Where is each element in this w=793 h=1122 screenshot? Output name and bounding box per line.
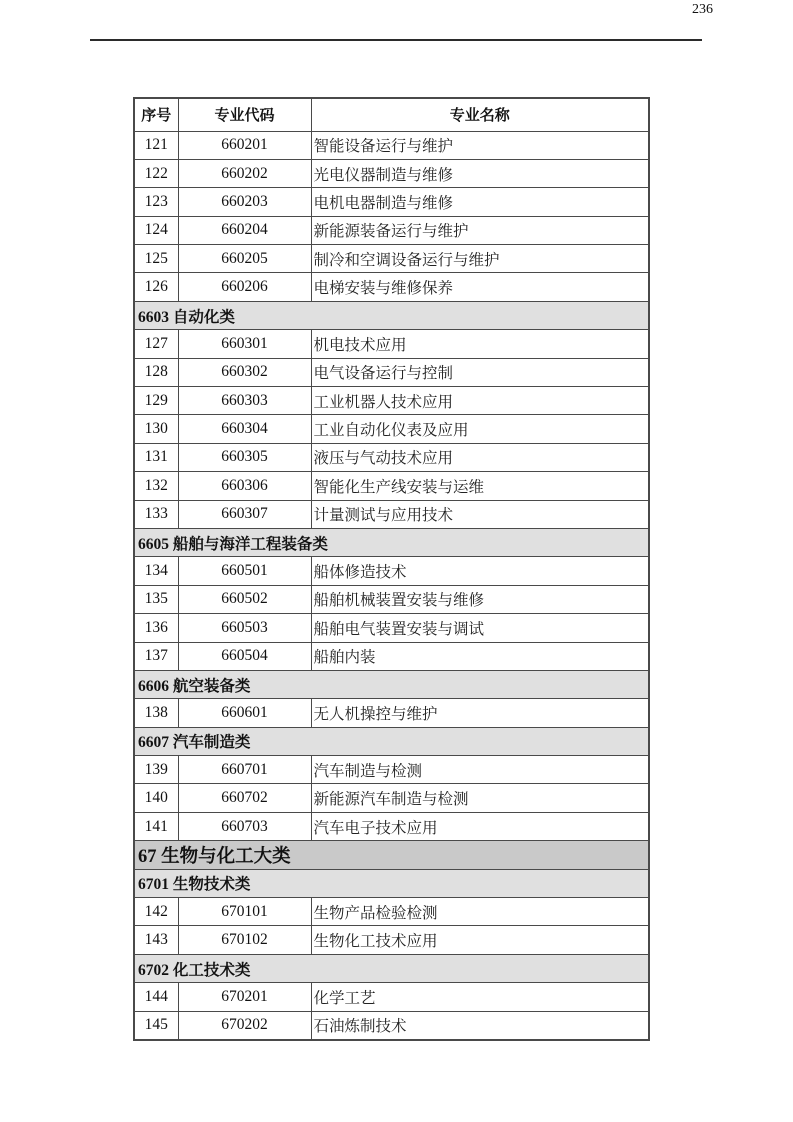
row-code: 660304 bbox=[178, 415, 311, 443]
row-no: 127 bbox=[134, 330, 178, 358]
row-code: 660502 bbox=[178, 585, 311, 613]
table-row bbox=[134, 245, 649, 273]
table-row bbox=[134, 614, 649, 642]
row-name: 石油炼制技术 bbox=[311, 1011, 649, 1039]
row-code: 660307 bbox=[178, 500, 311, 528]
row-name: 工业自动化仪表及应用 bbox=[311, 415, 649, 443]
major-code-table bbox=[133, 97, 650, 1041]
table-row bbox=[134, 812, 649, 840]
table-row bbox=[134, 273, 649, 301]
row-no: 142 bbox=[134, 898, 178, 926]
row-name: 电梯安装与维修保养 bbox=[311, 273, 649, 301]
row-code: 660503 bbox=[178, 614, 311, 642]
table-row bbox=[134, 415, 649, 443]
row-code: 660301 bbox=[178, 330, 311, 358]
row-code: 670202 bbox=[178, 1011, 311, 1039]
section-row bbox=[134, 869, 649, 897]
row-code: 660305 bbox=[178, 443, 311, 471]
row-code: 660201 bbox=[178, 131, 311, 159]
table-header-row bbox=[134, 98, 649, 131]
row-name: 生物产品检验检测 bbox=[311, 898, 649, 926]
page-number: 236 bbox=[692, 2, 713, 17]
row-name: 液压与气动技术应用 bbox=[311, 443, 649, 471]
row-code: 660702 bbox=[178, 784, 311, 812]
table-row bbox=[134, 443, 649, 471]
row-no: 123 bbox=[134, 188, 178, 216]
header-cell-name: 专业名称 bbox=[311, 98, 649, 131]
row-code: 660306 bbox=[178, 472, 311, 500]
section-label: 6606 航空装备类 bbox=[134, 670, 649, 698]
table-row bbox=[134, 188, 649, 216]
row-name: 汽车电子技术应用 bbox=[311, 812, 649, 840]
row-code: 660203 bbox=[178, 188, 311, 216]
table-row bbox=[134, 159, 649, 187]
table-row bbox=[134, 472, 649, 500]
row-no: 143 bbox=[134, 926, 178, 954]
row-code: 660701 bbox=[178, 756, 311, 784]
table-row bbox=[134, 330, 649, 358]
table-row bbox=[134, 216, 649, 244]
section-label: 6607 汽车制造类 bbox=[134, 727, 649, 755]
section-row bbox=[134, 670, 649, 698]
row-name: 光电仪器制造与维修 bbox=[311, 159, 649, 187]
table-row bbox=[134, 898, 649, 926]
row-name: 无人机操控与维护 bbox=[311, 699, 649, 727]
section-label: 67 生物与化工大类 bbox=[134, 841, 649, 869]
row-code: 660601 bbox=[178, 699, 311, 727]
row-no: 141 bbox=[134, 812, 178, 840]
section-label: 6702 化工技术类 bbox=[134, 954, 649, 982]
major-section-row bbox=[134, 841, 649, 869]
row-code: 660703 bbox=[178, 812, 311, 840]
row-no: 121 bbox=[134, 131, 178, 159]
row-name: 电气设备运行与控制 bbox=[311, 358, 649, 386]
header-cell-code: 专业代码 bbox=[178, 98, 311, 131]
row-no: 145 bbox=[134, 1011, 178, 1039]
row-no: 138 bbox=[134, 699, 178, 727]
row-name: 船体修造技术 bbox=[311, 557, 649, 585]
row-no: 140 bbox=[134, 784, 178, 812]
table-row bbox=[134, 983, 649, 1011]
row-code: 660202 bbox=[178, 159, 311, 187]
section-label: 6603 自动化类 bbox=[134, 301, 649, 329]
row-name: 化学工艺 bbox=[311, 983, 649, 1011]
row-no: 134 bbox=[134, 557, 178, 585]
row-name: 汽车制造与检测 bbox=[311, 756, 649, 784]
row-code: 660302 bbox=[178, 358, 311, 386]
table-row bbox=[134, 358, 649, 386]
row-no: 126 bbox=[134, 273, 178, 301]
row-name: 智能设备运行与维护 bbox=[311, 131, 649, 159]
header-cell-no: 序号 bbox=[134, 98, 178, 131]
table-row bbox=[134, 756, 649, 784]
row-code: 670101 bbox=[178, 898, 311, 926]
row-name: 新能源汽车制造与检测 bbox=[311, 784, 649, 812]
table-row bbox=[134, 1011, 649, 1039]
row-name: 船舶内装 bbox=[311, 642, 649, 670]
row-no: 136 bbox=[134, 614, 178, 642]
row-name: 船舶电气装置安装与调试 bbox=[311, 614, 649, 642]
section-row bbox=[134, 528, 649, 556]
row-no: 137 bbox=[134, 642, 178, 670]
row-name: 电机电器制造与维修 bbox=[311, 188, 649, 216]
row-code: 670102 bbox=[178, 926, 311, 954]
row-no: 132 bbox=[134, 472, 178, 500]
table-row bbox=[134, 699, 649, 727]
table-row bbox=[134, 131, 649, 159]
row-code: 660501 bbox=[178, 557, 311, 585]
row-code: 660204 bbox=[178, 216, 311, 244]
table-row bbox=[134, 642, 649, 670]
row-name: 智能化生产线安装与运维 bbox=[311, 472, 649, 500]
table-row bbox=[134, 585, 649, 613]
row-no: 131 bbox=[134, 443, 178, 471]
table-row bbox=[134, 784, 649, 812]
row-code: 660205 bbox=[178, 245, 311, 273]
row-code: 660303 bbox=[178, 387, 311, 415]
row-code: 670201 bbox=[178, 983, 311, 1011]
row-name: 船舶机械装置安装与维修 bbox=[311, 585, 649, 613]
table-row bbox=[134, 557, 649, 585]
table-row bbox=[134, 926, 649, 954]
row-no: 124 bbox=[134, 216, 178, 244]
row-name: 制冷和空调设备运行与维护 bbox=[311, 245, 649, 273]
row-name: 新能源装备运行与维护 bbox=[311, 216, 649, 244]
row-name: 机电技术应用 bbox=[311, 330, 649, 358]
section-row bbox=[134, 954, 649, 982]
row-no: 125 bbox=[134, 245, 178, 273]
row-no: 128 bbox=[134, 358, 178, 386]
row-name: 工业机器人技术应用 bbox=[311, 387, 649, 415]
row-name: 计量测试与应用技术 bbox=[311, 500, 649, 528]
row-no: 135 bbox=[134, 585, 178, 613]
row-no: 130 bbox=[134, 415, 178, 443]
table-row bbox=[134, 387, 649, 415]
row-code: 660504 bbox=[178, 642, 311, 670]
row-no: 133 bbox=[134, 500, 178, 528]
header-rule bbox=[90, 39, 702, 41]
row-name: 生物化工技术应用 bbox=[311, 926, 649, 954]
section-label: 6701 生物技术类 bbox=[134, 869, 649, 897]
row-no: 122 bbox=[134, 159, 178, 187]
table-body bbox=[134, 131, 649, 1040]
section-label: 6605 船舶与海洋工程装备类 bbox=[134, 528, 649, 556]
section-row bbox=[134, 301, 649, 329]
table-row bbox=[134, 500, 649, 528]
row-code: 660206 bbox=[178, 273, 311, 301]
row-no: 129 bbox=[134, 387, 178, 415]
section-row bbox=[134, 727, 649, 755]
row-no: 144 bbox=[134, 983, 178, 1011]
row-no: 139 bbox=[134, 756, 178, 784]
